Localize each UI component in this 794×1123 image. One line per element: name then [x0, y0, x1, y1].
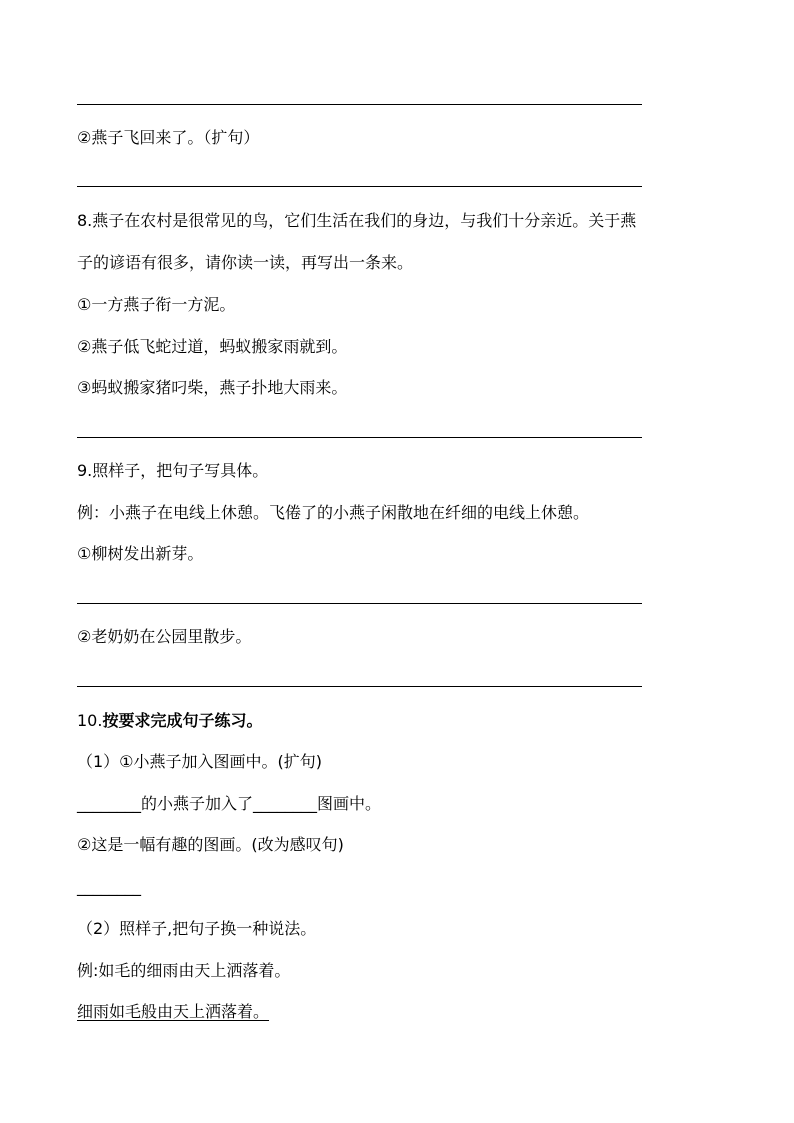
q10-part2-answer: 细雨如毛般由天上洒落着。	[77, 1002, 270, 1021]
q10-part1-item-1: （1）①小燕子加入图画中。(扩句)	[77, 752, 323, 771]
q10-title	[77, 710, 262, 732]
q9-example: 例：小燕子在电线上休憩。飞倦了的小燕子闲散地在纤细的电线上休憩。	[77, 503, 590, 522]
q9-stem: 9.照样子，把句子写具体。	[77, 461, 269, 480]
q10-part1-item-2: ②这是一幅有趣的图画。(改为感叹句)	[77, 835, 344, 854]
q8-stem-line-2: 子的谚语有很多，请你读一读，再写出一条来。	[77, 253, 414, 272]
q9-item-2: ②老奶奶在公园里散步。	[77, 627, 252, 646]
q10-title-text: 按要求完成句子练习。	[102, 711, 263, 730]
q10-part2-instruction: （2）照样子,把句子换一种说法。	[77, 919, 317, 938]
q9-item-1: ①柳树发出新芽。	[77, 544, 204, 563]
answer-line	[77, 186, 642, 187]
q7-item-2: ②燕子飞回来了。（扩句）	[77, 128, 260, 147]
q10-part1-fill-blanks: ________的小燕子加入了________图画中。	[77, 794, 382, 813]
q10-part2-example: 例:如毛的细雨由天上洒落着。	[77, 961, 291, 980]
answer-line	[77, 603, 642, 604]
q10-part1-blank: ________	[77, 877, 141, 896]
answer-line	[77, 437, 642, 438]
q8-item-2: ②燕子低飞蛇过道，蚂蚁搬家雨就到。	[77, 337, 348, 356]
q8-item-1: ①一方燕子衔一方泥。	[77, 295, 236, 314]
q8-item-3: ③蚂蚁搬家猪叼柴，燕子扑地大雨来。	[77, 378, 348, 397]
answer-line	[77, 104, 642, 105]
q8-stem-line-1: 8.燕子在农村是很常见的鸟，它们生活在我们的身边，与我们十分亲近。关于燕	[77, 211, 637, 230]
q10-number: 10.	[77, 711, 103, 730]
answer-line	[77, 686, 642, 687]
